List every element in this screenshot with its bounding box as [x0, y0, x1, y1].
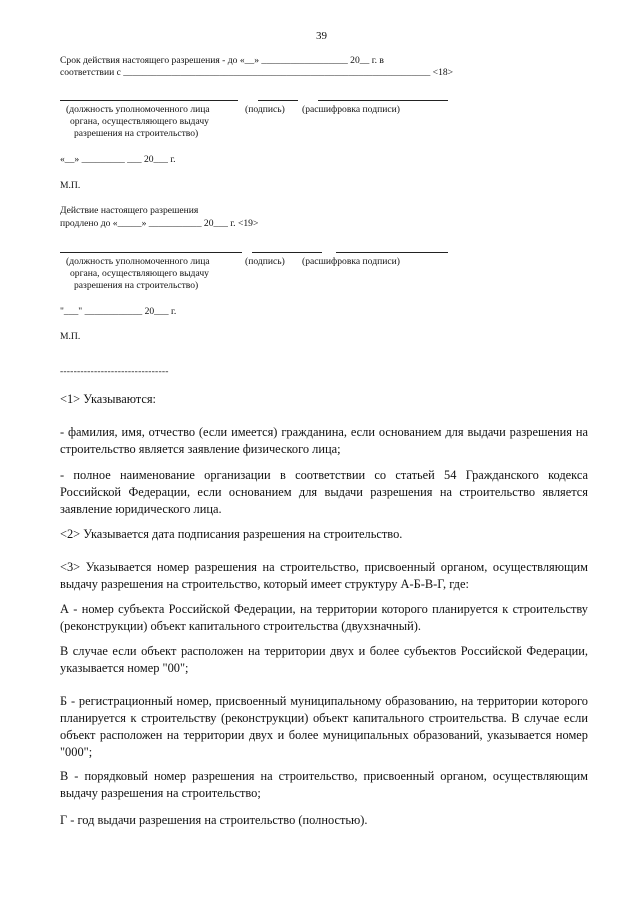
sign-block-2-date: "___" ____________ 20___ г. [60, 306, 177, 317]
sign-block-1-caption-1: (должность уполномоченного лица [66, 104, 210, 115]
extension-line-1: Действие настоящего разрешения [60, 205, 199, 216]
note-3-part-a-extra: В случае если объект расположен на территории двух и более субъектов Российской Федерации, указывается номер "00"; [60, 644, 588, 675]
sign-block-2-caption-1: (должность уполномоченного лица [66, 256, 210, 267]
sign-block-1-stamp: М.П. [60, 180, 81, 191]
signature-line-position-1 [60, 100, 238, 101]
signature-line-sign-1 [258, 100, 298, 101]
sign-block-2-caption-3: разрешения на строительство) [74, 280, 199, 291]
extension-line-2: продлено до «_____» ___________ 20___ г. <19> [60, 218, 259, 229]
note-2: <2> Указывается дата подписания разрешения на строительство. [60, 527, 403, 541]
sign-block-2-signature-caption: (подпись) [245, 256, 285, 267]
note-1-item-legal-entity: - полное наименование организации в соответствии со статьей 54 Гражданского кодекса Российской Федерации, если основанием для выдачи разрешения на строительство является заявление юридического лица. [60, 468, 588, 516]
signature-line-sign-2 [252, 252, 322, 253]
note-3: <3> Указывается номер разрешения на строительство, присвоенный органом, осуществляющим выдачу разрешения на строительство, который имеет структуру А-Б-В-Г, где: [60, 560, 588, 591]
signature-line-name-2 [336, 252, 448, 253]
note-3-part-b: Б - регистрационный номер, присвоенный муниципальному образованию, на территории которого планируется к строительству (реконструкции) объект капитального строительства. В случае если объект расположен на территории двух и более муниципальных образований, указывается номер "000"; [60, 694, 588, 759]
note-3-part-d: Г - год выдачи разрешения на строительство (полностью). [60, 813, 368, 827]
signature-line-position-2 [60, 252, 242, 253]
sign-block-1-caption-3: разрешения на строительство) [74, 128, 199, 139]
note-1-item-individual: - фамилия, имя, отчество (если имеется) гражданина, если основанием для выдачи разрешения на строительство является заявление физического лица; [60, 425, 588, 456]
validity-line-2: соответствии с ________________________________________________________________ <18> [60, 67, 454, 78]
sign-block-2-decoding-caption: (расшифровка подписи) [302, 256, 400, 267]
footnote-separator: -------------------------------- [60, 366, 169, 377]
sign-block-1-date: «__» _________ ___ 20___ г. [60, 154, 176, 165]
note-3-part-a: А - номер субъекта Российской Федерации, на территории которого планируется к строительству (реконструкции) объект капитального строительства (двухзначный). [60, 602, 588, 633]
signature-line-name-1 [318, 100, 448, 101]
sign-block-1-decoding-caption: (расшифровка подписи) [302, 104, 400, 115]
note-1-heading: <1> Указываются: [60, 392, 156, 406]
validity-line-1: Срок действия настоящего разрешения - до «__» __________________ 20__ г. в [60, 55, 384, 66]
sign-block-1-caption-2: органа, осуществляющего выдачу [70, 116, 209, 127]
sign-block-1-signature-caption: (подпись) [245, 104, 285, 115]
sign-block-2-caption-2: органа, осуществляющего выдачу [70, 268, 209, 279]
sign-block-2-stamp: М.П. [60, 331, 81, 342]
page-number: 39 [316, 30, 327, 42]
note-3-part-c: В - порядковый номер разрешения на строительство, присвоенный органом, осуществляющим выдачу разрешения на строительство; [60, 769, 588, 800]
